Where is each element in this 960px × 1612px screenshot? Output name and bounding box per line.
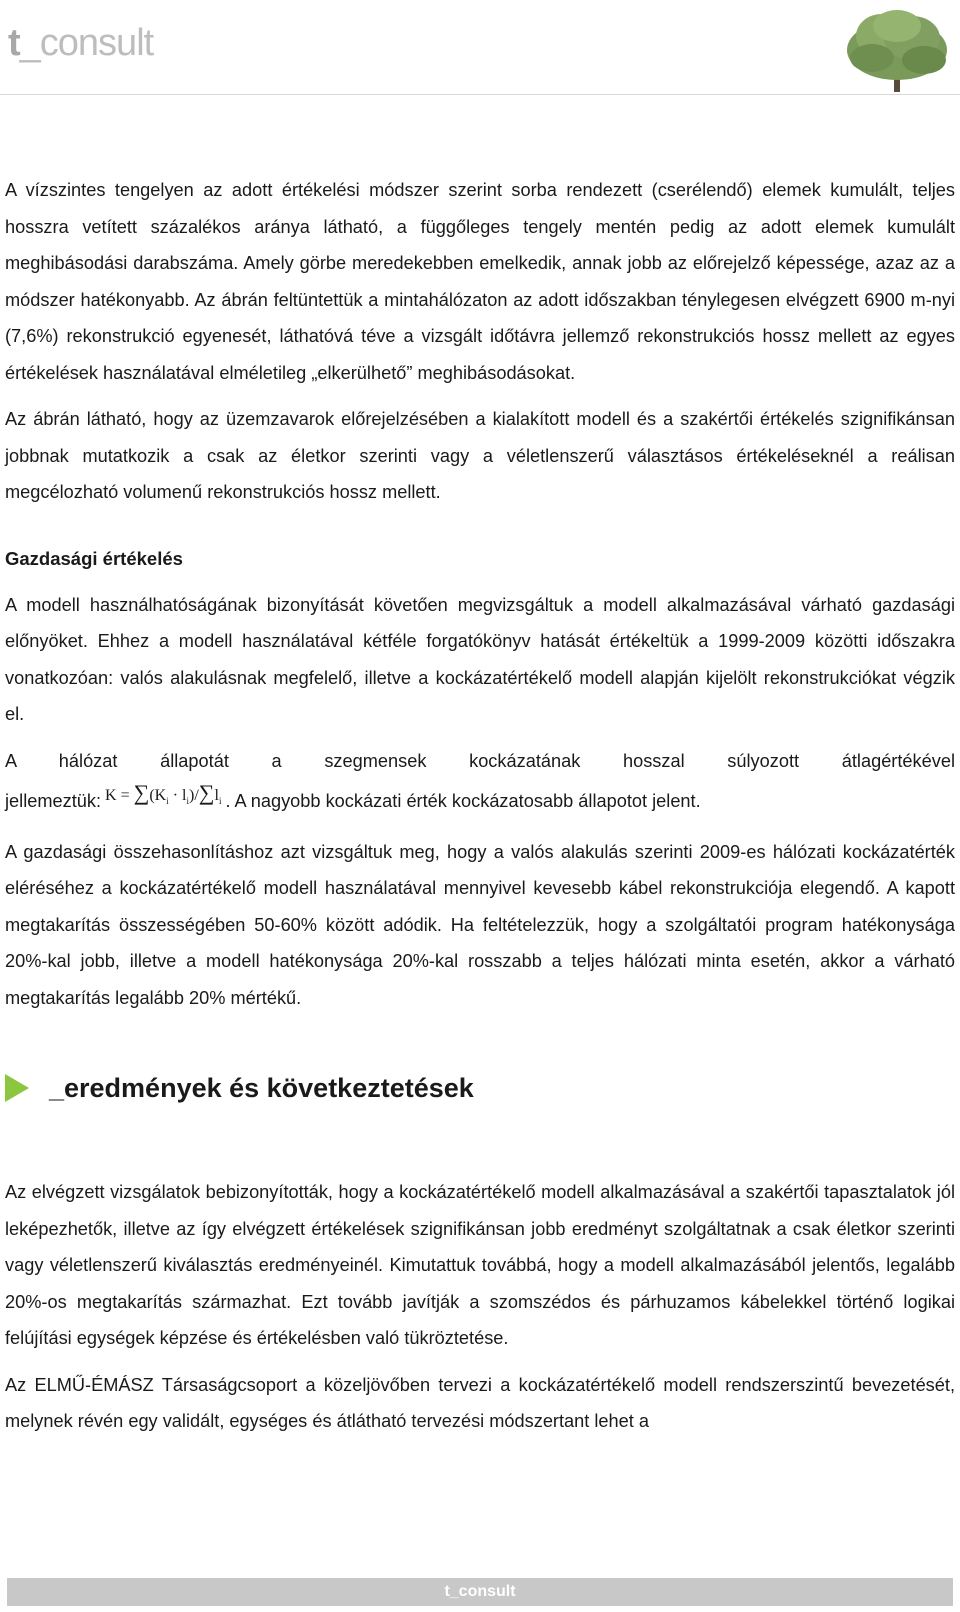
paragraph-3: A modell használhatóságának bizonyítását követően megvizsgáltuk a modell alkalmazásával várható gazdasági előnyöket. Ehhez a modell használatával kétféle forgatókönyv hatását értékeltük a 1999-2009 közötti időszakra vonatkozóan: valós alakulásnak megfelelő, illetve a kockázatértékelő modell alapján kijelölt rekonstrukciókat végzik el. <box>5 594 955 724</box>
logo-rest: _consult <box>19 22 154 64</box>
paragraph-4-line-2 <box>5 779 955 824</box>
page-header <box>0 0 960 96</box>
tree-icon <box>842 6 952 94</box>
logo-t: t <box>8 22 20 64</box>
paragraph-4-line-1: A hálózat állapotát a szegmensek kockázatának hosszal súlyozott átlagértékével <box>5 750 955 771</box>
paragraph-7: Az ELMŰ-ÉMÁSZ Társaságcsoport a közeljövőben tervezi a kockázatértékelő modell rendszerszintű bevezetését, melynek révén egy validált, egységes és átlátható tervezési módszertant lehet a <box>5 1374 955 1432</box>
paragraph-6: Az elvégzett vizsgálatok bebizonyították, hogy a kockázatértékelő modell alkalmazásával a szakértői tapasztalatok jól leképezhetők, illetve az így elvégzett értékelések szignifikánsan jobb eredményt szolgáltatnak a csak életkor szerinti vagy véletlenszerű kiválasztás eredményeinél. Kimutattuk továbbá, hogy a modell alkalmazásából jelentős, legalább 20%-os megtakarítás származhat. Ezt tovább javítják a szomszédos és párhuzamos kábelekkel történő logikai felújítási egységek képzése és értékelésben való tükröztetése. <box>5 1182 955 1349</box>
paragraph-2: Az ábrán látható, hogy az üzemzavarok előrejelzésében a kialakított modell és a szakértői értékelés szignifikánsan jobbnak mutatkozik a csak az életkor szerinti vagy a véletlenszerű választásos értékeléseknél a reálisan megcélozható volumenű rekonstrukciós hossz mellett. <box>5 409 955 502</box>
company-logo <box>8 22 153 65</box>
formula-suffix: . A nagyobb kockázati érték kockázatosabb állapotot jelent. <box>225 791 701 812</box>
paragraph-1: A vízszintes tengelyen az adott értékelési módszer szerint sorba rendezett (cserélendő) elemek kumulált, teljes hosszra vetített százalékos aránya látható, a függőleges tengely mentén pedig az adott elemek kumulált meghibásodási darabszáma. Amely görbe meredekebben emelkedik, annak jobb az előrejelző képessége, azaz az a módszer hatékonyabb. Az ábrán feltüntettük a mintahálózaton az adott időszakban ténylegesen elvégzett 6900 m-nyi (7,6%) rekonstrukció egyenesét, láthatóvá téve a vizsgált időtávra jellemző rekonstrukciós hossz mellett az egyes értékelések használatával elméletileg „elkerülhető” meghibásodásokat. <box>5 180 955 383</box>
section-title: _eredmények és következtetések <box>49 1072 474 1103</box>
formula-prefix: jellemeztük: <box>5 791 102 812</box>
risk-formula: $K = \sum(K_i \cdot l_i)/\sum l_i$ <box>105 780 222 807</box>
section-heading <box>5 1058 955 1118</box>
document-body <box>5 172 955 1440</box>
header-divider <box>0 94 960 95</box>
page-footer: t_consult <box>7 1578 953 1606</box>
triangle-arrow-icon <box>5 1074 29 1102</box>
paragraph-5: A gazdasági összehasonlításhoz azt vizsgáltuk meg, hogy a valós alakulás szerinti 2009-es hálózati kockázatérték eléréséhez a kockázatértékelő modell használatával mennyivel kevesebb kábel rekonstrukciója elegendő. A kapott megtakarítás összességében 50-60% között adódik. Ha feltételezzük, hogy a szolgáltatói program hatékonysága 20%-kal jobb, illetve a modell hatékonysága 20%-kal rosszabb a teljes hálózati minta esetén, akkor a várható megtakarítás legalább 20% mértékű. <box>5 841 955 1008</box>
subheading-gazdasagi: Gazdasági értékelés <box>5 547 183 569</box>
